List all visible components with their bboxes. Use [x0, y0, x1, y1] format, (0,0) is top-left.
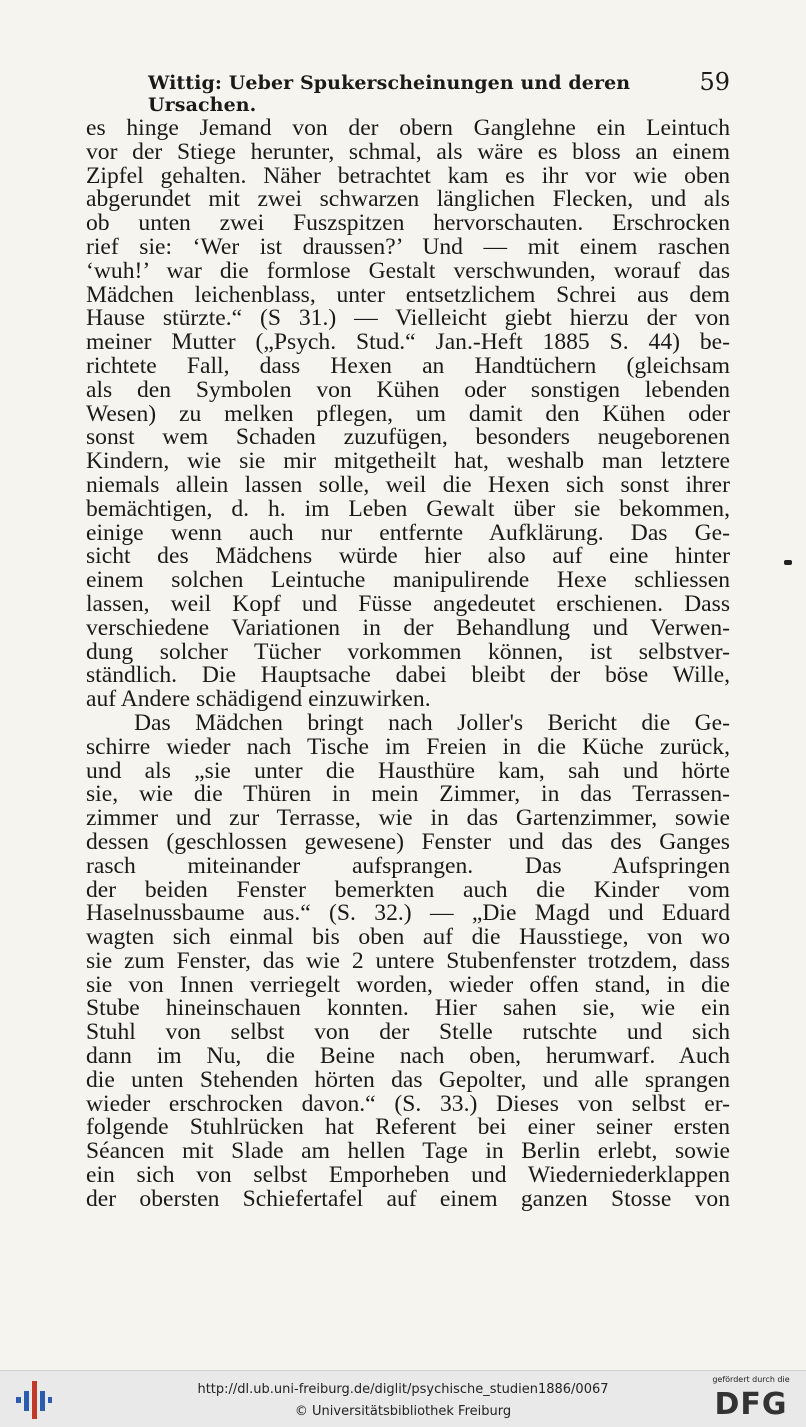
text-line: richtete Fall, dass Hexen an Handtüchern (gleichsam [86, 352, 730, 379]
text-line: ob unten zwei Fuszspitzen hervorschauten. Erschrocken [86, 210, 730, 237]
text-line: auf Andere schädigend einzuwirken. [86, 686, 431, 713]
text-line: sie von Innen verriegelt worden, wieder offen stand, in die [86, 971, 730, 998]
text-line: dann im Nu, die Beine nach oben, herumwarf. Auch [86, 1043, 730, 1070]
text-line: abgerundet mit zwei schwarzen länglichen Flecken, und als [86, 186, 730, 213]
text-line: ein sich von selbst Emporheben und Wiederniederklappen [86, 1162, 730, 1189]
text-line: der obersten Schiefertafel auf einem ganzen Stosse von [86, 1185, 730, 1212]
viewer-footer [0, 1370, 806, 1427]
text-line: zimmer und zur Terrasse, wie in das Gartenzimmer, sowie [86, 805, 730, 832]
text-line: folgende Stuhlrücken hat Referent bei einer seiner ersten [86, 1114, 730, 1141]
text-line: vor der Stiege herunter, schmal, als wäre es bloss an einem [86, 138, 730, 165]
ink-mark [784, 560, 792, 565]
text-line: Haselnussbaume aus.“ (S. 32.) — „Die Magd und Eduard [86, 900, 730, 927]
text-line: verschiedene Variationen in der Behandlung und Verwen- [86, 614, 730, 641]
text-line: schirre wieder nach Tische im Freien in die Küche zurück, [86, 733, 730, 760]
running-header [148, 68, 730, 116]
sponsor-caption: gefördert durch die [712, 1375, 790, 1384]
text-line: Mädchen leichenblass, unter entsetzlichem Schrei aus dem [86, 281, 730, 308]
text-line: sonst wem Schaden zuzufügen, besonders neugeborenen [86, 424, 730, 451]
text-line: der beiden Fenster bemerkten auch die Kinder vom [86, 876, 730, 903]
dfg-logo-icon: DFG [714, 1387, 788, 1422]
text-line: ständlich. Die Hauptsache dabei bleibt der böse Wille, [86, 662, 730, 689]
text-line: ‘wuh!’ war die formlose Gestalt verschwunden, worauf das [86, 257, 730, 284]
copyright-notice: © Universitätsbibliothek Freiburg [294, 1404, 512, 1419]
text-line: als den Symbolen von Kühen oder sonstigen lebenden [86, 376, 730, 403]
text-line: wagten sich einmal bis oben auf die Hausstiege, von wo [86, 924, 730, 951]
text-line: Stube hineinschauen konnten. Hier sahen sie, wie ein [86, 995, 730, 1022]
text-line: und als „sie unter die Hausthüre kam, sah und hörte [86, 757, 730, 784]
body-text [86, 117, 730, 1212]
text-line: einige wenn auch nur entfernte Aufklärung. Das Ge- [86, 519, 730, 546]
text-line: niemals allein lassen solle, weil die Hexen sich sonst ihrer [86, 471, 730, 498]
text-line: meiner Mutter („Psych. Stud.“ Jan.-Heft 1885 S. 44) be- [86, 329, 730, 356]
text-line: einem solchen Leintuche manipulirende Hexe schliessen [86, 567, 730, 594]
text-line: Wesen) zu melken pflegen, um damit den Kühen oder [86, 400, 730, 427]
text-line: sie, wie die Thüren in mein Zimmer, in das Terrassen- [86, 781, 730, 808]
text-line: bemächtigen, d. h. im Leben Gewalt über sie bekommen, [86, 495, 730, 522]
text-line: dung solcher Tücher vorkommen können, ist selbstver- [86, 638, 730, 665]
source-link[interactable]: http://dl.ub.uni-freiburg.de/diglit/psychische_studien1886/0067 [197, 1382, 609, 1397]
running-title: Wittig: Ueber Spukerscheinungen und deren Ursachen. [148, 72, 631, 116]
text-line: die unten Stehenden hörten das Gepolter, und alle sprangen [86, 1066, 730, 1093]
text-line: lassen, weil Kopf und Füsse angedeutet erschienen. Dass [86, 590, 730, 617]
text-line: sie zum Fenster, das wie 2 untere Stubenfenster trotzdem, dass [86, 947, 730, 974]
text-line: es hinge Jemand von der obern Ganglehne ein Leintuch [86, 115, 730, 141]
sponsor-logo [706, 1375, 796, 1423]
text-line: Séancen mit Slade am hellen Tage in Berlin erlebt, sowie [86, 1138, 730, 1165]
text-line: Das Mädchen bringt nach Joller's Bericht die Ge- [134, 709, 730, 736]
text-line: Zipfel gehalten. Näher betrachtet kam es ihr vor wie oben [86, 162, 730, 189]
text-line: Kindern, wie sie mir mitgetheilt hat, weshalb man letztere [86, 448, 730, 475]
text-line: dessen (geschlossen gewesene) Fenster und das des Ganges [86, 828, 730, 855]
text-line: Stuhl von selbst von der Stelle rutschte und sich [86, 1019, 730, 1046]
text-line: wieder erschrocken davon.“ (S. 33.) Dieses von selbst er- [86, 1090, 730, 1117]
text-line: Hause stürzte.“ (S 31.) — Vielleicht giebt hierzu der von [86, 305, 730, 332]
text-line: rief sie: ‘Wer ist draussen?’ Und — mit einem raschen [86, 233, 730, 260]
page-number: 59 [699, 68, 730, 96]
text-line: sicht des Mädchens würde hier also auf eine hinter [86, 543, 730, 570]
text-line: rasch miteinander aufsprangen. Das Aufspringen [86, 852, 730, 879]
